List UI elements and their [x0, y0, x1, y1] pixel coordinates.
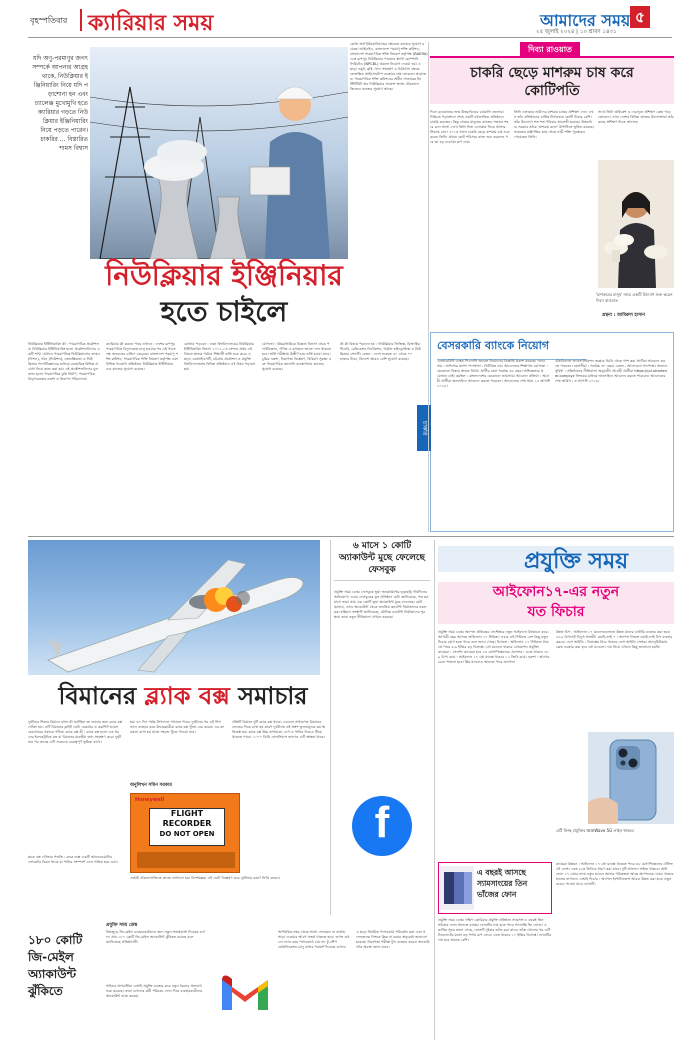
column-separator — [428, 42, 429, 532]
farmer-body-col3: সাথে তিনি ঋষিকেশ ও দেরাদুনে প্রশিক্ষণ কেন্দ্র গড়ে তোলেন। এখন দেশের বিভিন্ন প্রান্তের উদ্যোক্তারা তাঁর কাছে প্রশিক্ষণ নিতে আসেন। — [598, 110, 674, 124]
iphone-body-col1: প্রযুক্তি সময় ডেস্ক। অ্যাপল প্রতিবছর সেপ্টেম্বরে নতুন আইফোন উন্মোচন করে। আগামী বছর আসছে আইফোন ১৭ সিরিজ। এবার এই সিরিজে বেশ কিছু নতুন ফিচার যোগ হতে পারে বলে জানা গেছে। ডিসপ্লে : আইফোন ১৭ সিরিজে থাকতে পারে ৬.৬ ইঞ্চির বড় ডিসপ্লে। প্রো মডেলে থাকবে প্রোমোশন প্রযুক্তি। ক্যামেরা : সেলফি ক্যামেরা হবে ২৪ মেগাপিক্সেলের। প্রসেসর : এতে থাকবে এ১৯ চিপ। র‍্যাম : আইফোন ১৭ প্রো ম্যাক্সে থাকবে ১২ জিবি র‍্যাম। নকশা : আগের চেয়ে পাতলা হবে। স্লিম মডেলও আনতে পারে অ্যাপল। — [438, 630, 550, 664]
page-number: ৫ — [630, 6, 650, 28]
nuclear-body-col2: ক্যারিয়ার কী করতে পারে ওখানে : দেশের রূপপুর পারমাণবিক বিদ্যুৎকেন্দ্র চালু হওয়ার পর এই খাতে দক্ষ জনবলের চাহিদা বেড়েছে। বাংলাদেশ পরমাণু শক্তি কমিশন, পারমাণবিক শক্তি নিয়ন্ত্রণ কর্তৃপক্ষ এবং বিভিন্ন গবেষণা প্রতিষ্ঠানে নিউক্লিয়ার ইঞ্জিনিয়ারদের কাজের সুযোগ রয়েছে। — [106, 342, 178, 371]
recorder-label — [149, 808, 225, 846]
iphone-headline — [438, 582, 674, 624]
gmail-logo — [218, 972, 272, 1012]
recorder-label-line2: RECORDER — [162, 819, 212, 828]
foldable-phone-illustration — [440, 866, 474, 910]
recorder-body-strip — [137, 852, 235, 868]
mushroom-farmer-illustration — [598, 160, 674, 288]
gmail-body-col2: সাইবার অপরাধীরা এআই প্রযুক্তি ব্যবহার করে নতুন ধরনের প্রতারণা শুরু করেছে। তারা গুগলের কর্মী পরিচয়ে ফোন দিয়ে ব্যবহারকারীদের অ্যাকাউন্ট হ্যাক করছে। — [106, 984, 203, 998]
farmer-caption: 'মাশরুমের মানুষ' নামে একটি উদ্যোগ শুরু করেন দিব্যা রাওয়াত — [596, 292, 673, 303]
farmer-article — [430, 42, 674, 327]
farmer-headline-box — [430, 56, 674, 104]
farmer-credit: গ্রন্থনা : আমিরুল হাসান — [602, 313, 645, 318]
iphone-caption: এটি ফিচ্ছ প্রযুক্তির mmWave 5G লাইন থাকবে — [556, 828, 634, 833]
samsung-phone-image — [440, 866, 474, 910]
iphone-headline-line1: আইফোন১৭-এর নতুন — [492, 584, 620, 600]
farmer-body-col2: তিনি এলাকার নারীদের মাশরুম চাষের প্রশিক্ষণ দেন। এখন তাঁর প্রতিষ্ঠানের বার্ষিক টার্নওভার কোটি টাকার বেশি। তাঁর উদ্যোগে শত শত পরিবার স্বাবলম্বী হয়েছে। উত্তরাখণ্ড সরকার তাঁকে 'মাশরুম কন্যা' উপাধিতে ভূষিত করেছে। ভারতের রাষ্ট্রপতির কাছ থেকে নারী শক্তি পুরস্কারও পেয়েছেন তিনি। — [514, 110, 594, 139]
farmer-headline: চাকরি ছেড়ে মাশরুম চাষ করে কোটিপতি — [470, 65, 634, 99]
blackbox-body-col4: ব্ল্যাক বক্স খোঁজার পদ্ধতি : ব্ল্যাক বক্সে একটি আন্ডারওয়াটার লোকেটর বিকন থাকে যা পানির সংস্পর্শে এলে সক্রিয় হয়ে ওঠে। — [28, 855, 118, 864]
blackbox-credit-label: অনুলিখন সমিন সরকার — [130, 783, 172, 788]
blackbox-body-col2: হয়। ৩০ দিন পর্যন্ত সিগন্যাল পাঠাতে পারে। দুর্ঘটনার পর এই সিগন্যাল ব্যবহার করে উদ্ধারকারীরা ব্ল্যাক বক্স খুঁজে বের করেন। এর রং কমলা রাখা হয় যাতে সহজে খুঁজে পাওয়া যায়। — [130, 720, 224, 734]
blackbox-headline-highlight: ব্ল্যাক বক্স — [144, 682, 230, 710]
job-body-col2: টেকনিক্যাল অ্যাসোসিয়েশন জব্বার ডিগ্রি থেকে পাশ করা প্রার্থীরা আবেদন করতে পারবেন। বয়সসীমা : সর্বোচ্চ ৩০ বছর। বেতন : আলোচনা সাপেক্ষে। অন্যান্য সুবিধা : প্রতিষ্ঠানের নীতিমালা অনুযায়ী। আগ্রহী প্রার্থীরা https://url-shortener.com/xyz লিংকের মাধ্যমে অনলাইনে আবেদন করতে পারবেন। আবেদনের শেষ তারিখ : ৩ আগস্ট ২০২৪। — [555, 359, 668, 383]
paper-logo: আমাদের সময় — [540, 11, 631, 30]
nuclear-body-col5: কী কী বিষয়ে পড়ানো হয় : নিউক্লিয়ার ফিজিক্স, রিঅ্যাক্টর থিওরি, রেডিয়েশন ডিটেকশন, থার্মাল হাইড্রোলিক্স ও নিউক্লিয়ার সেফটি। বেতন : দেশে শুরুতে ৪০ থেকে ৭০ হাজার টাকা, বিদেশে আরও বেশি সুযোগ রয়েছে। — [340, 342, 421, 361]
nuclear-side-col: কোথা অর্থ ইউরোনিয়ামের ক্ষেত্রেও কাজের সুযোগ রয়েছে। আইএইএ, বাংলাদেশ পরমাণু শক্তি কমিশন, বাংলাদেশ পারমাণবিক শক্তি নিয়ন্ত্রণ কর্তৃপক্ষ (BAERA) এবং রূপপুর নিউক্লিয়ার পাওয়ার প্ল্যান্ট কোম্পানি লিমিটেড (NPCBL) প্রকল্পে নিয়োগ দেওয়া হয়। এ ছাড়া ওষুধ, কৃষি, খাদ্য সংরক্ষণ ও চিকিৎসা ক্ষেত্রে তেজস্ক্রিয় আইসোটোপ ব্যবহারে দক্ষ লোকবল প্রয়োজন। পারমাণবিক শক্তি কমিশনের অধীন সাভারের ইনস্টিটিউট অব নিউক্লিয়ার সায়েন্স অ্যান্ড টেকনোলজিতেও কাজের সুযোগ আছে। — [350, 42, 428, 91]
job-tag: চাকরি — [417, 405, 431, 451]
section-separator — [28, 536, 674, 537]
issue-date: ২৫ জুলাই ২০২৪ | ১০ শ্রাবণ ১৪৩১ — [536, 29, 617, 35]
nuclear-body-col4: যোগ্যতা : উচ্চমাধ্যমিকে বিজ্ঞান বিভাগ থেকে পদার্থবিজ্ঞান, গণিত ও রসায়নে ভালো ফল থাকতে হবে। ভর্তি পরীক্ষায় উত্তীর্ণ হয়ে ভর্তি হওয়া যাবে। চুল্লির নকশা, নিরাপত্তা বিশ্লেষণ, বিকিরণ সুরক্ষা এবং পারমাণবিক জ্বালানি ব্যবস্থাপনায় কাজের সুযোগ রয়েছে। — [262, 342, 332, 371]
power-plant-photo — [90, 47, 348, 259]
job-headline: বেসরকারি ব্যাংকে নিয়োগ — [437, 337, 587, 360]
masthead — [0, 0, 700, 40]
column-separator — [330, 540, 331, 915]
recorder-label-line1: FLIGHT — [170, 809, 204, 818]
iphone-illustration — [588, 732, 674, 824]
gmail-m-icon — [218, 972, 272, 1012]
job-article — [421, 332, 674, 532]
iphone-body-col3: ক্যামেরা উন্নয়ন : আইফোন ১৭ প্রো ম্যাক্সে থাকতে পারে ৪৮ মেগাপিক্সেলের টেলিফটো লেন্স। এতে ৮কে ভিডিও ধারণ করা যাবে। দুটি আলাদা সাইজ থাকবে। আইফোন ১৭ এয়ার নামে নতুন মডেল আনার পরিকল্পনা আছে অ্যাপলের। দামও থাকবে হাতের নাগালে। এআই ফিচার : অ্যাপল ইন্টেলিজেন্স আরও উন্নত করা হবে। নতুন রঙেও পাওয়া যাবে ফোনটি। — [556, 862, 674, 886]
prozukti-title: প্রযুক্তি সময় — [524, 549, 629, 574]
flight-recorder-image — [130, 793, 240, 873]
recorder-label-line3: DO NOT OPEN — [159, 830, 215, 838]
nuclear-headline-line1: নিউক্লিয়ার ইঞ্জিনিয়ার — [105, 259, 343, 292]
blackbox-body-col3: প্রতিটি বিমানে দুটি ব্ল্যাক বক্স থাকে। এগুলো সাধারণত বিমানের লেজের দিকে রাখা হয় কারণ দুর্ঘটনায় ওই অংশ তুলনামূলক কম ক্ষতিগ্রস্ত হয়। ব্ল্যাক বক্স উচ্চ তাপমাত্রা, চাপ ও পানির নিচেও টিকে থাকতে পারে। ১১০০ ডিগ্রি সেলসিয়াস তাপেও এটি অক্ষত থাকে। — [232, 720, 326, 739]
iphone-photo — [588, 732, 674, 824]
gmail-body-col3: অপরিচিত নম্বর থেকে আসা ফোনকল বা বার্তায় সাড়া দেওয়ার আগে সতর্ক থাকতে হবে। গুগল কখনো ফোন করে পাসওয়ার্ড চায় না। টু-স্টেপ ভেরিফিকেশন চালু রাখার পরামর্শ দিয়েছে গুগল। — [278, 930, 350, 949]
nuclear-intro: যদি অণু-পরমাণুর জগৎ সম্পর্কে আপনার আগ্রহ থাকে, নিউক্লিয়ার ইঞ্জিনিয়ারিং নিয়ে যদি পড়াশোনা হন এবং চ্যালেঞ্জ মুখোমুখি হতে ক্যারিয়ার গড়তে নিউক্লিয়ার ইঞ্জিনিয়ারিং নিয়ে পড়তে পারেন। চাকরির ... বিস্তারিত শামস বিশ্বাস — [32, 55, 88, 152]
power-lines-illustration — [90, 47, 348, 259]
gmail-reporter: প্রযুক্তি সময় ডেস্ক — [106, 923, 138, 928]
plane-photo — [28, 540, 320, 675]
samsung-headline: এ বছরই আসছে স্যামসাংয়ের তিন ভাঁজের ফোন — [477, 868, 528, 899]
farmer-photo — [598, 160, 674, 288]
facebook-headline: ৬ মাসে ১ কোটি অ্যাকাউন্ট মুছে ফেলেছে ফেসবুক — [334, 540, 430, 581]
gmail-body-col1: বিশ্বজুড়ে জি-মেইল ব্যবহারকারীদের জন্য নতুন সতর্কবার্তা দিয়েছে গুগল। প্রায় ১৮০ কোটি জি-মেইল অ্যাকাউন্ট ঝুঁকিতে রয়েছে বলে জানিয়েছে প্রতিষ্ঠানটি। — [106, 930, 206, 944]
iphone-headline-line2: যত ফিচার — [527, 604, 585, 620]
airplane-illustration — [28, 540, 320, 675]
gmail-article — [28, 920, 430, 1042]
facebook-f-icon: f — [374, 798, 390, 847]
gmail-body-col4: এ ছাড়া নিয়মিত পাসওয়ার্ড পরিবর্তন করা এবং সন্দেহজনক লিংকে ক্লিক না করার অনুরোধ জানানো হয়েছে। নিরাপত্তা পরীক্ষা টুল ব্যবহার করেও অ্যাকাউন্টের অবস্থা জানা যাবে। — [356, 930, 430, 949]
recorder-brand: Honeywell — [135, 797, 165, 803]
facebook-body: প্রযুক্তি সময় ডেস্ক। ফেসবুকে ভুয়া অ্যাকাউন্টের ছড়াছড়ি দীর্ঘদিনের অভিযোগ। এবার ফেসবুকের মূল প্রতিষ্ঠান মেটা জানিয়েছে, গত ছয় মাসে তারা প্রায় এক কোটি ভুয়া অ্যাকাউন্ট মুছে ফেলেছে। মেটা জানায়, এসব অ্যাকাউন্ট থেকে জনপ্রিয় কনটেন্ট নির্মাতাদের নকল করা হচ্ছিল। সংস্থাটি জানিয়েছে, মৌলিক কনটেন্ট নির্মাতাদের সুরক্ষায় তারা নতুন নীতিমালা প্রণয়ন করেছে। — [334, 590, 429, 619]
facebook-logo — [352, 796, 412, 856]
samsung-article — [438, 862, 552, 1042]
prozukti-header — [438, 542, 674, 580]
facebook-article — [334, 540, 430, 920]
job-body-col1: এনআরবিসি ব্যাংক পিএলসি জনবল নিয়োগের বিজ্ঞপ্তি প্রকাশ করেছে। পদের নাম : অফিসার ক্যাশ। পদসংখ্যা : নির্ধারিত নয়। আবেদনের শিক্ষাগত যোগ্যতা : যেকোনো বিষয়ে স্নাতক ডিগ্রি। প্রার্থীর বয়স সর্বোচ্চ ৩২ বছর। অভিজ্ঞতার প্রয়োজন নেই। কর্মস্থল : বাংলাদেশের যেকোনো জায়গায়। আবেদন প্রক্রিয়া : আগ্রহী প্রার্থীরা অনলাইনে আবেদন করতে পারবেন। আবেদনের শেষ সময় ১৫ আগস্ট ২০২৪। — [437, 359, 551, 388]
blackbox-body-col5: এআই টেকনোলজিতে কাজে লাগানো হয়। বিশেষজ্ঞরা এই ডেটা বিশ্লেষণ করে দুর্ঘটনার কারণ নির্ণয় করেন। — [130, 876, 280, 880]
blackbox-headline — [20, 676, 346, 716]
column-separator — [434, 540, 435, 1040]
farmer-byline: দিব্যা রাওয়াত — [520, 42, 580, 59]
nuclear-body-col1: নিউক্লিয়ার ইঞ্জিনিয়ারিং কী : পারমাণবিক প্রকৌশল বা নিউক্লিয়ার ইঞ্জিনিয়ারিং হলো প্রকৌশলবিদ্যার একটি শাখা যেখানে পারমাণবিক নিউক্লিয়াসের ভাঙন (ফিশন), গঠন (ফিউশন), তেজস্ক্রিয়তা ও নিউক্লিয়ার পদার্থবিজ্ঞানের মাধ্যমে ব্যবহারিক বিভিন্ন প্রয়োগ নিয়ে কাজ করা হয়। এই প্রকৌশলবিদ্যার মূল কাজ হলো পারমাণবিক চুল্লি নির্মাণ, পারমাণবিক বিদ্যুৎকেন্দ্রের নকশা ও নিরাপদ পরিচালনা। — [28, 342, 100, 381]
blackbox-headline-prefix: বিমানের — [58, 682, 145, 710]
samsung-body: প্রযুক্তি সময় ডেস্ক। দক্ষিণ কোরিয়ার প্রযুক্তি প্রতিষ্ঠান স্যামসাং এ বছরই তিন ভাঁজের ফোন আনতে যাচ্ছে। ফোনটির নাম হতে পারে গ্যালাক্সি জি ফোল্ড। একাধিক সূত্রে জানা গেছে, ফোনটি দুইবার ভাঁজ করা যাবে। ভাঁজ খোলার পর এটি ট্যাবলেটের মতো বড় পর্দায় রূপ নেবে। এতে থাকবে ১০ ইঞ্চির ডিসপ্লে। ফোনটির দাম হবে অনেক বেশি। — [438, 918, 552, 942]
masthead-rule — [28, 37, 672, 38]
blackbox-headline-suffix: সমাচার — [229, 682, 308, 710]
nuclear-body-col3: কোথায় পড়বেন : ঢাকা বিশ্ববিদ্যালয়ের নিউক্লিয়ার ইঞ্জিনিয়ারিং বিভাগ ২০১২-১৩ সেশনে প্রথম এই বিষয়ে স্নাতক পর্যায়ে শিক্ষার্থী ভর্তি শুরু করে। এ ছাড়া এমআইএসটি, চট্টগ্রাম প্রকৌশল ও প্রযুক্তি বিশ্ববিদ্যালয়সহ বিভিন্ন প্রতিষ্ঠানে এই বিষয় পড়ানো হয়। — [184, 342, 256, 371]
section-title: ক্যারিয়ার সময় — [88, 11, 214, 36]
day-label: বৃহস্পতিবার — [30, 16, 68, 25]
farmer-body-col1: দিব্যা রাওয়াতের জন্ম উত্তরাখণ্ডের চামোলি জেলায়। দিল্লিতে পড়াশোনা শেষে একটি বহুজাতিক প্রতিষ্ঠানে চাকরি করতেন। কিন্তু গ্রামের মানুষের কাজের সন্ধানে শহরে চলে আসা দেখে তিনি নিজ এলাকায় ফিরে আসার সিদ্ধান্ত নেন। ২০১৩ সালে চাকরি ছেড়ে মাশরুম চাষ শুরু করেন তিনি। প্রথমে ছোট পরিসরে কাজ শুরু করলেও পরে তা বড় ব্যবসায় রূপ নেয়। — [430, 110, 510, 144]
blackbox-body-col1: দুর্ঘটনার শিকার বিমানে কখন কী ঘটেছিল তা জানার জন্য ব্ল্যাক বক্স খোঁজা হয়। এটি বিমানের ফ্লাইট ডেটা রেকর্ডার ও ককপিট ভয়েস রেকর্ডারের সমন্বয়ে গঠিত। ব্ল্যাক বক্স কী : ব্ল্যাক বক্স হলো এক ধরনের ইলেকট্রনিক যন্ত্র যা বিমানের যাবতীয় তথ্য সংরক্ষণ করে। দুর্ঘটনার পর তদন্তে এটি সবচেয়ে গুরুত্বপূর্ণ ভূমিকা রাখে। — [28, 720, 123, 744]
gmail-headline: ১৮০ কোটি জি-মেইল অ্যাকাউন্ট ঝুঁকিতে — [28, 933, 83, 998]
iphone-article — [438, 582, 674, 862]
nuclear-headline-line2: হতে চাইলে — [160, 295, 288, 328]
header-divider — [80, 9, 82, 31]
iphone-body-col2: উন্নত চিপ : আইফোন ১৭ মডেলগুলোতে উন্নত মানের ব্যাটারি ব্যবহার করা হবে। এ১৯ চিপসেট বিদ্যুৎ সাশ্রয়ী। ওয়াই-ফাই ৭ : অ্যাপল নিজস্ব ওয়াই-ফাই চিপ ব্যবহার করবে। ফেস আইডি : ডিসপ্লের নিচে থাকবে ফেস আইডি সেন্সর। অ্যালুমিনিয়াম ফ্রেম ব্যবহার করা হবে প্রো মডেলে। দাম নিয়ে এখনো কিছু জানানো হয়নি। — [556, 630, 673, 649]
